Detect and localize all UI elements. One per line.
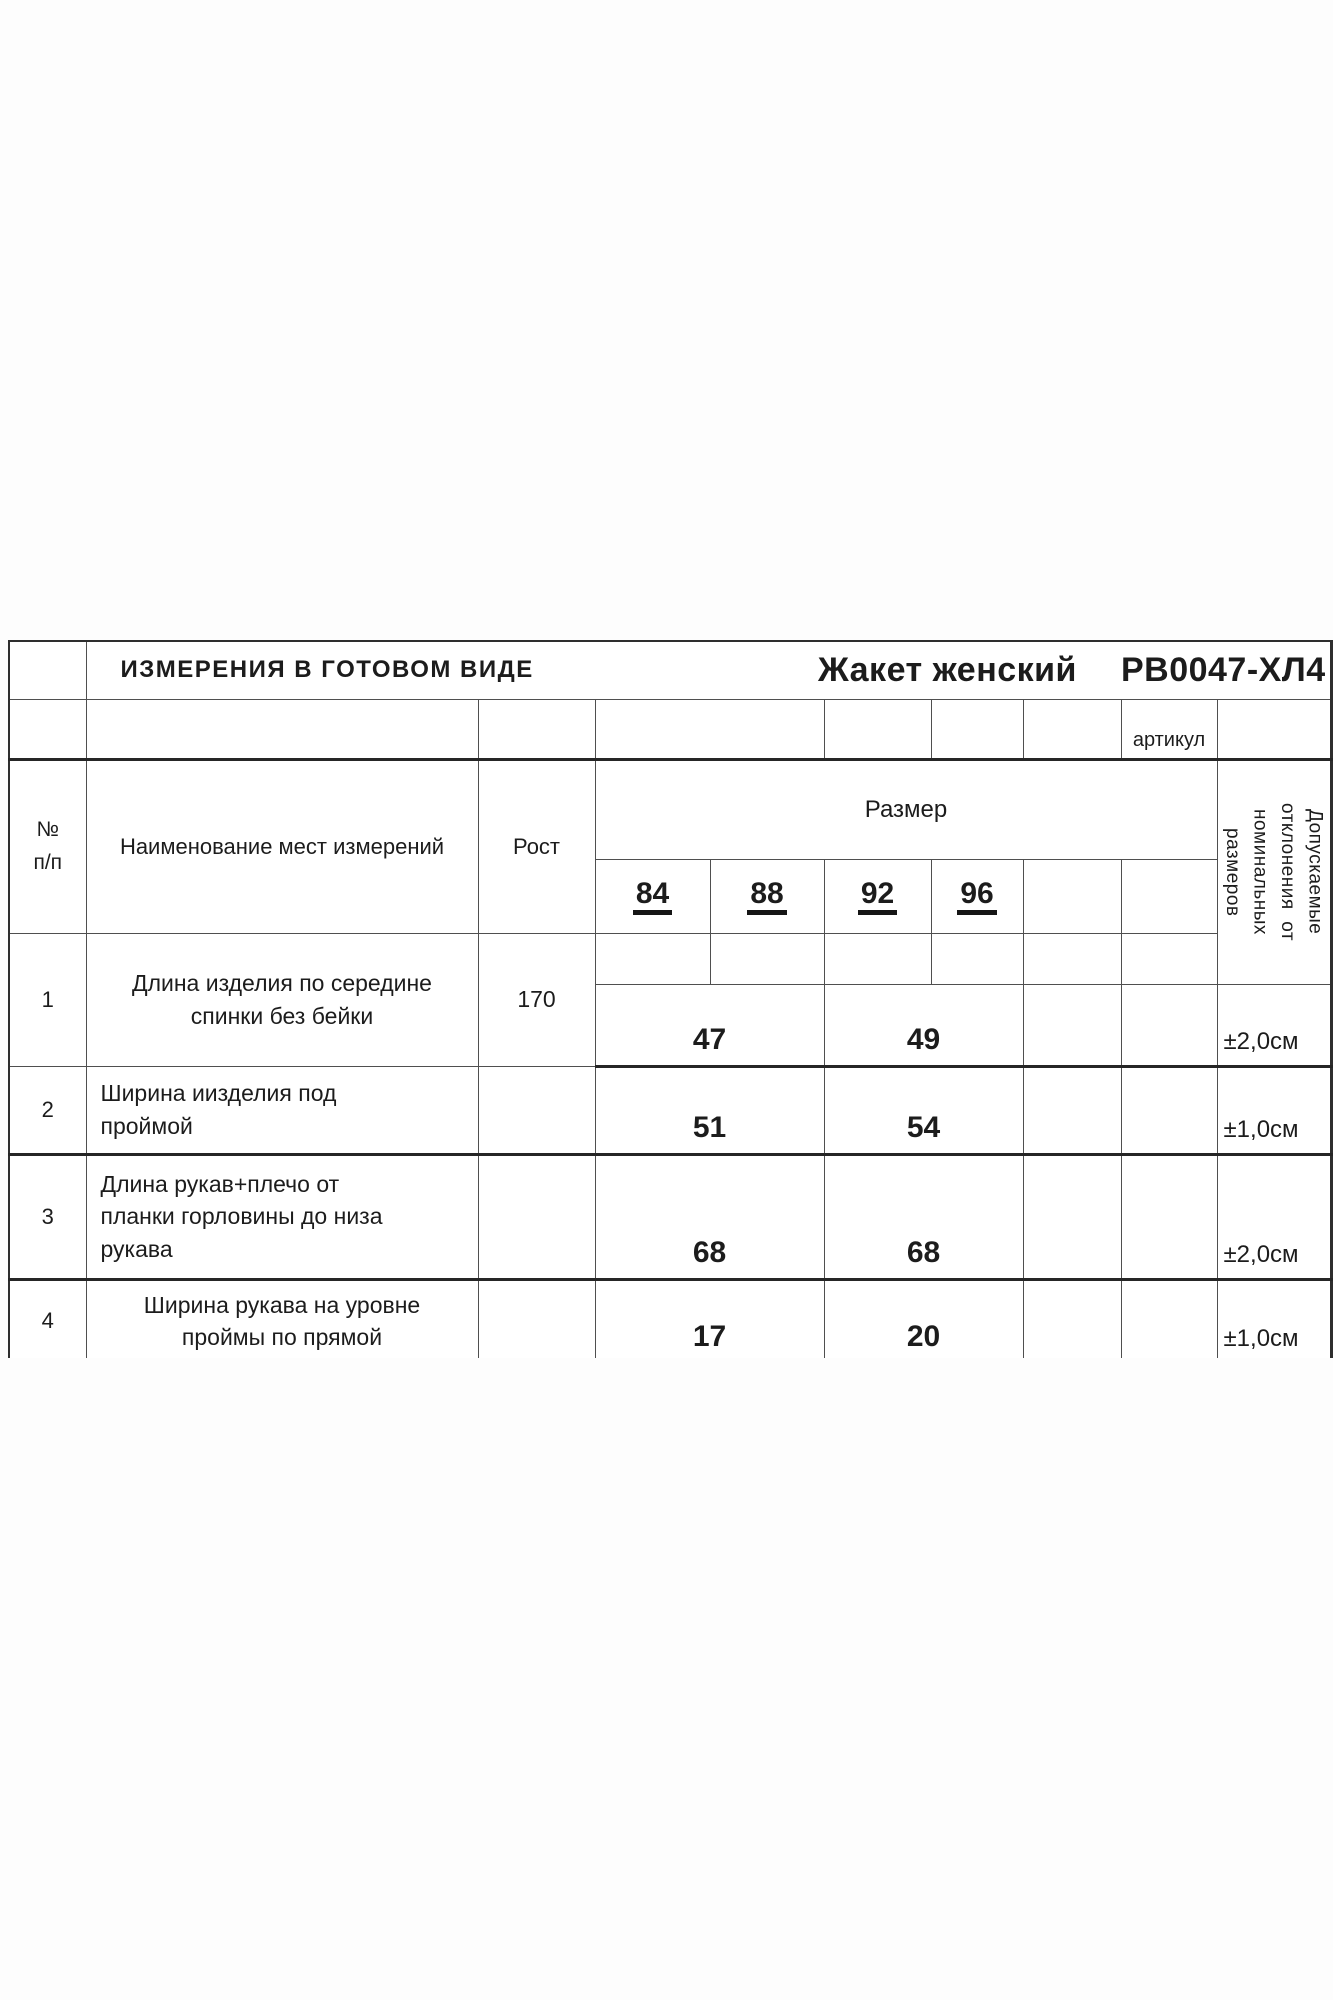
- article-row-cell: [86, 699, 478, 759]
- measurement-name: Ширина рукава на уровне проймы по прямой: [86, 1279, 478, 1358]
- product-name: Жакет женский: [818, 650, 1077, 689]
- value-size-92-96: 20: [824, 1279, 1023, 1358]
- strip-cell: [710, 933, 824, 984]
- size-col-88: 88: [710, 859, 824, 933]
- height-cell-empty: [478, 1066, 595, 1154]
- article-row-cell: [824, 699, 931, 759]
- size-col-84: 84: [595, 859, 710, 933]
- tolerance-rotated-text: Допускаемые отклонения от номинальных размеров: [1222, 802, 1326, 942]
- empty-value-cell: [1121, 984, 1217, 1066]
- row-number: 3: [9, 1154, 86, 1279]
- article-row-cell: [1217, 699, 1331, 759]
- measurement-table-region: [8, 640, 1333, 1358]
- value-size-84-88: 51: [595, 1066, 824, 1154]
- row-number: 2: [9, 1066, 86, 1154]
- strip-cell: [931, 933, 1023, 984]
- height-cell-empty: [478, 1279, 595, 1358]
- col-header-tolerance: [1217, 759, 1331, 984]
- empty-value-cell: [1121, 1279, 1217, 1358]
- strip-cell: [1023, 933, 1121, 984]
- article-row-cell: [595, 699, 824, 759]
- measurement-name: Ширина иизделия под проймой: [86, 1066, 478, 1154]
- strip-cell: [1121, 933, 1217, 984]
- row-number: 4: [9, 1279, 86, 1358]
- measurement-table: [8, 640, 1333, 1358]
- title-row: [9, 641, 1331, 699]
- empty-value-cell: [1023, 1154, 1121, 1279]
- article-row-cell: [9, 699, 86, 759]
- article-row-cell: [478, 699, 595, 759]
- value-size-92-96: 68: [824, 1154, 1023, 1279]
- table-row: [9, 1066, 1331, 1154]
- empty-value-cell: [1121, 1066, 1217, 1154]
- col-header-height: Рост: [478, 759, 595, 933]
- value-size-84-88: 17: [595, 1279, 824, 1358]
- spacer-strip-row: [9, 933, 1331, 984]
- size-col-empty: [1023, 859, 1121, 933]
- empty-value-cell: [1023, 1279, 1121, 1358]
- size-col-empty: [1121, 859, 1217, 933]
- row-number: 1: [9, 933, 86, 1066]
- size-col-96: 96: [931, 859, 1023, 933]
- col-header-size-group: Размер: [595, 759, 1217, 859]
- tolerance-value: ±2,0см: [1217, 984, 1331, 1066]
- tolerance-value: ±1,0см: [1217, 1066, 1331, 1154]
- value-size-92-96: 49: [824, 984, 1023, 1066]
- empty-value-cell: [1023, 1066, 1121, 1154]
- empty-value-cell: [1023, 984, 1121, 1066]
- tolerance-value: ±1,0см: [1217, 1279, 1331, 1358]
- value-size-92-96: 54: [824, 1066, 1023, 1154]
- article-row: [9, 699, 1331, 759]
- measurement-name: Длина изделия по середине спинки без бейки: [86, 933, 478, 1066]
- table-title: ИЗМЕРЕНИЯ В ГОТОВОМ ВИДЕ: [120, 656, 534, 684]
- empty-value-cell: [1121, 1154, 1217, 1279]
- article-row-cell: [931, 699, 1023, 759]
- article-row-cell: [1023, 699, 1121, 759]
- measurement-name: Длина рукав+плечо от планки горловины до низа рукава: [86, 1154, 478, 1279]
- title-cell: [86, 641, 1331, 699]
- article-label: артикул: [1121, 699, 1217, 759]
- size-col-92: 92: [824, 859, 931, 933]
- table-row: [9, 1279, 1331, 1358]
- value-size-84-88: 68: [595, 1154, 824, 1279]
- height-value: 170: [478, 933, 595, 1066]
- col-header-measurement-name: Наименование мест измерений: [86, 759, 478, 933]
- value-size-84-88: 47: [595, 984, 824, 1066]
- product-article-code: РВ0047-ХЛ4: [1120, 650, 1326, 689]
- strip-cell: [824, 933, 931, 984]
- header-row-upper: [9, 759, 1331, 859]
- col-header-number: № п/п: [9, 759, 86, 933]
- strip-cell: [595, 933, 710, 984]
- tolerance-value: ±2,0см: [1217, 1154, 1331, 1279]
- height-cell-empty: [478, 1154, 595, 1279]
- table-row: [9, 1154, 1331, 1279]
- title-row-empty-cell: [9, 641, 86, 699]
